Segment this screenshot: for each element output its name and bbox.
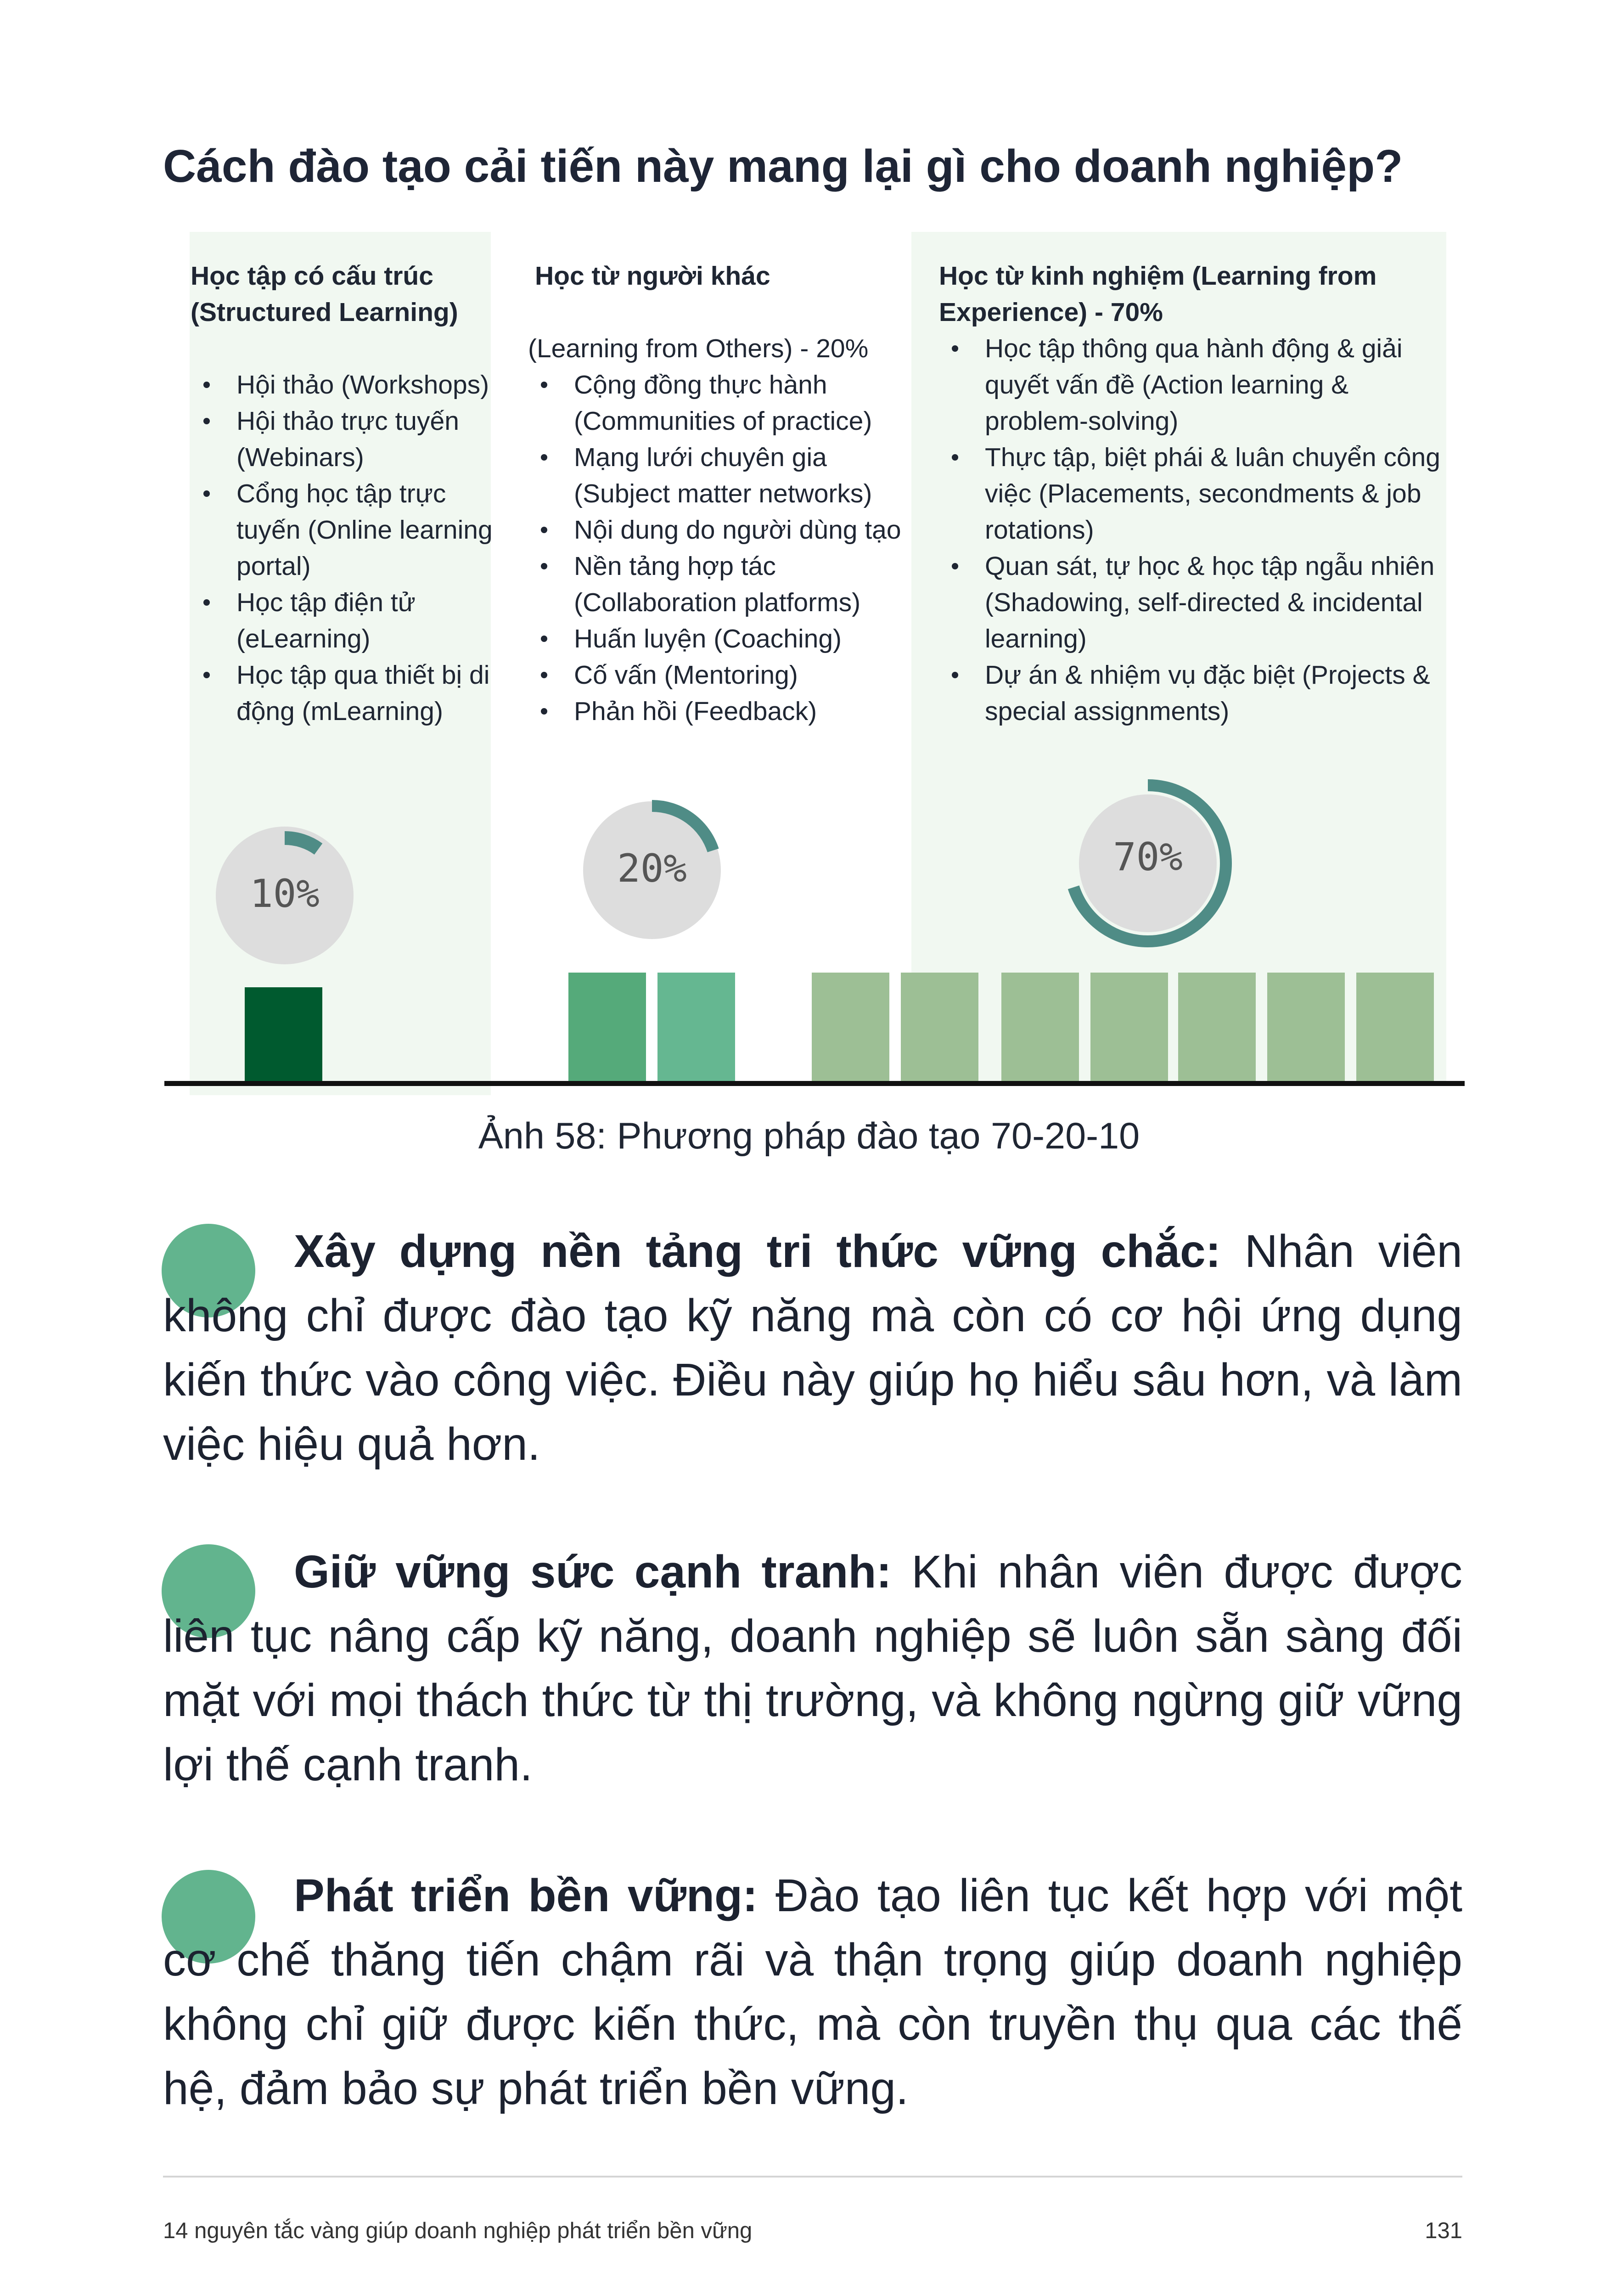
figure-caption: Ảnh 58: Phương pháp đào tạo 70-20-10 (478, 1115, 1140, 1157)
list-item: Cổng học tập trực tuyến (Online learning portal) (236, 476, 503, 585)
list-item: Hội thảo (Workshops) (236, 367, 503, 403)
baseline (164, 1081, 1465, 1086)
percent-label: 20% (617, 846, 687, 891)
benefit-paragraph (163, 1863, 1462, 2121)
donut-10 (202, 813, 367, 978)
list-item: Hội thảo trực tuyến (Webinars) (236, 403, 503, 476)
block-20 (568, 973, 646, 1081)
column-title: Học từ kinh nghiệm (Learning from Experience) - 70% (939, 261, 1377, 327)
benefit-paragraph (163, 1219, 1462, 1476)
list-item: Học tập điện tử (eLearning) (236, 585, 503, 657)
benefit-title: Giữ vững sức cạnh tranh: (294, 1546, 892, 1598)
column-experience (939, 258, 1449, 730)
block-70 (1178, 973, 1256, 1081)
column-title: Học tập có cấu trúc (Structured Learning) (191, 261, 458, 327)
list-item: Học tập thông qua hành động & giải quyết vấn đề (Action learning & problem-solving) (985, 331, 1449, 439)
block-70 (812, 973, 889, 1081)
column-title: Học từ người khác (535, 261, 770, 291)
block-20 (657, 973, 735, 1081)
list-item: Thực tập, biệt phái & luân chuyển công việc (Placements, secondments & job rotations) (985, 439, 1449, 548)
list-item: Nền tảng hợp tác (Collaboration platforms) (574, 548, 909, 621)
block-70 (1267, 973, 1345, 1081)
list-item: Quan sát, tự học & học tập ngẫu nhiên (Shadowing, self-directed & incidental learning) (985, 548, 1449, 657)
block-70 (1090, 973, 1168, 1081)
footer-book-title: 14 nguyên tắc vàng giúp doanh nghiệp phát triển bền vững (163, 2218, 753, 2243)
block-10 (245, 987, 322, 1081)
benefit-text: Nhân viên không chỉ được đào tạo kỹ năng mà còn có cơ hội ứng dụng kiến thức vào công việc. Điều này giúp họ hiểu sâu hơn, và làm việc hiệu quả hơn. (163, 1226, 1463, 1470)
block-70 (901, 973, 978, 1081)
item-list (191, 367, 503, 730)
item-list (528, 367, 909, 730)
list-item: Cộng đồng thực hành (Communities of practice) (574, 367, 909, 439)
percent-label: 10% (250, 871, 320, 916)
column-subtitle: (Learning from Others) - 20% (528, 334, 869, 363)
benefit-text: Khi nhân viên được được liên tục nâng cấp kỹ năng, doanh nghiệp sẽ luôn sẵn sàng đối mặt với mọi thách thức từ thị trường, và không ngừng giữ vững lợi thế cạnh tranh. (163, 1546, 1462, 1790)
percent-label: 70% (1113, 834, 1183, 879)
benefit-title: Xây dựng nền tảng tri thức vững chắc: (294, 1226, 1221, 1277)
block-70 (1001, 973, 1079, 1081)
benefit-paragraph (163, 1540, 1462, 1797)
list-item: Cố vấn (Mentoring) (574, 657, 909, 693)
donut-70 (1056, 771, 1240, 955)
donut-20 (569, 788, 735, 953)
column-others (528, 258, 909, 730)
list-item: Huấn luyện (Coaching) (574, 621, 909, 657)
footer-rule (163, 2176, 1462, 2178)
list-item: Học tập qua thiết bị di động (mLearning) (236, 657, 503, 730)
page-heading: Cách đào tạo cải tiến này mang lại gì cho doanh nghiệp? (163, 141, 1403, 192)
list-item: Mạng lưới chuyên gia (Subject matter networks) (574, 439, 909, 512)
page-number: 131 (1425, 2218, 1462, 2243)
list-item: Nội dung do người dùng tạo (574, 512, 909, 548)
item-list (939, 331, 1449, 730)
column-structured (191, 258, 503, 730)
list-item: Phản hồi (Feedback) (574, 693, 909, 730)
list-item: Dự án & nhiệm vụ đặc biệt (Projects & special assignments) (985, 657, 1449, 730)
benefit-text: Đào tạo liên tục kết hợp với một cơ chế thăng tiến chậm rãi và thận trọng giúp doanh nghiệp không chỉ giữ được kiến thức, mà còn truyền thụ qua các thế hệ, đảm bảo sự phát triển bền vững. (163, 1870, 1462, 2114)
block-70 (1356, 973, 1434, 1081)
benefit-title: Phát triển bền vững: (294, 1870, 758, 1921)
